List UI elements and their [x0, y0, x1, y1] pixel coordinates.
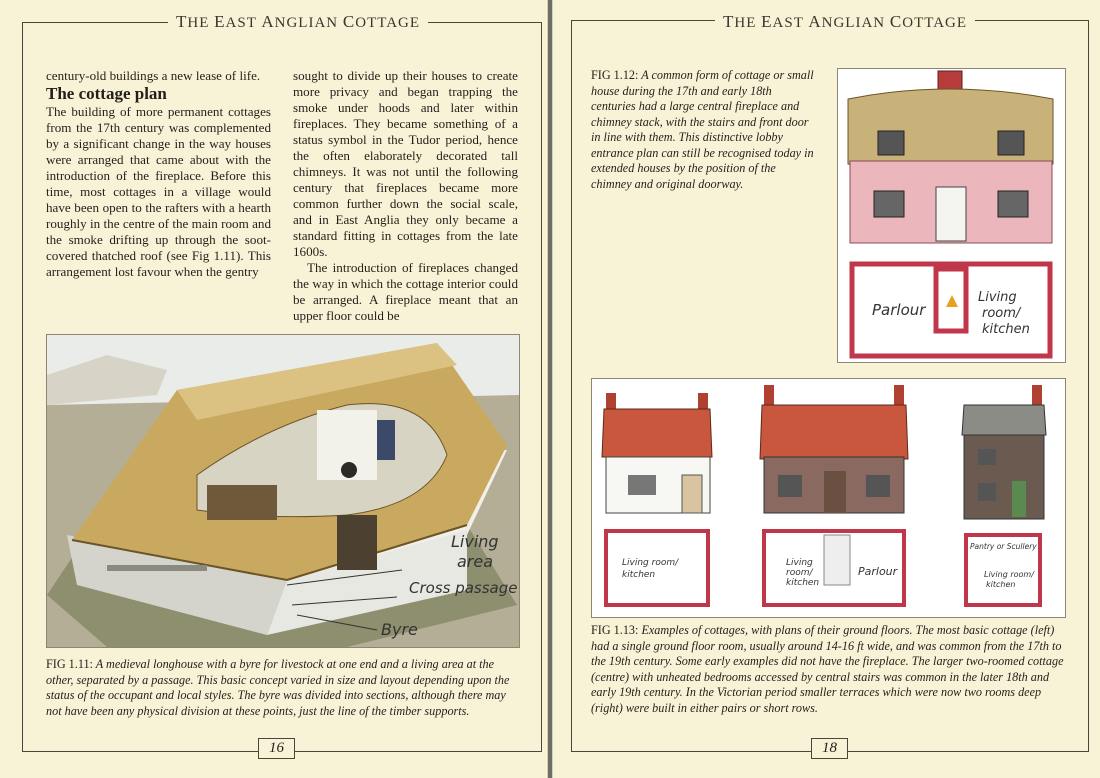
left-page — [0, 0, 548, 778]
page-number: 18 — [811, 738, 848, 759]
label-room: room/ — [982, 306, 1021, 321]
label-parlour: Parlour — [872, 301, 926, 319]
running-header: THE EAST ANGLIAN COTTAGE — [715, 12, 975, 32]
label-living: Living — [451, 532, 499, 551]
label-mid-room: room/ — [786, 568, 813, 578]
page-number: 16 — [258, 738, 295, 759]
paragraph-cottage-plan: The building of more permanent cottages from the 17th century was complemented by a significant change in the way houses were arranged that came about with the introduction of the fireplace. Before this time, most cottages in a village would have been open to the rafters with a hearth roughly in the centre of the main room and the smoke drifting up through the soot-covered thatched roof (see Fig 1.11). This arrangement lost favour when the gentry — [46, 104, 271, 279]
label-right-kitchen: kitchen — [986, 580, 1016, 589]
cottage-plans-drawing — [592, 379, 1065, 617]
label-kitchen: kitchen — [982, 322, 1030, 337]
lobby-entrance-cottage-illustration — [837, 68, 1066, 363]
label-left-kitchen: kitchen — [622, 570, 656, 580]
label-cross-passage: Cross passage — [409, 579, 518, 597]
label-mid-parlour: Parlour — [858, 565, 898, 578]
section-heading: The cottage plan — [46, 84, 167, 103]
label-left-living: Living room/ — [622, 558, 679, 568]
label-right-living: Living room/ — [984, 570, 1034, 579]
label-area: area — [457, 552, 494, 571]
right-page — [552, 0, 1100, 778]
label-living: Living — [978, 290, 1017, 305]
label-mid-kitchen: kitchen — [786, 578, 820, 588]
longhouse-illustration — [46, 334, 520, 648]
paragraph-continued: century-old buildings a new lease of life. — [46, 68, 261, 83]
running-header: THE EAST ANGLIAN COTTAGE — [168, 12, 428, 32]
label-byre: Byre — [381, 620, 418, 639]
label-right-pantry: Pantry or Scullery — [970, 542, 1037, 551]
lobby-cottage-drawing — [838, 69, 1065, 362]
label-mid-living: Living — [786, 558, 813, 568]
longhouse-drawing — [47, 335, 519, 647]
paragraph-fireplaces: The introduction of fireplaces changed the way in which the cottage interior could be arranged. A fireplace meant that an upper floor could be — [293, 260, 518, 323]
text-column-2 — [293, 68, 518, 324]
cottage-plans-illustration — [591, 378, 1066, 618]
fig-1-11-caption: FIG 1.11: A medieval longhouse with a byre for livestock at one end and a living area at the other, separated by a passage. This basic concept varied in size and layout depending upon the status of the occupant and local styles. The byre was divided into sections, although there may not have been any physical division at these points, just the line of the timber supports. — [46, 657, 510, 718]
fig-1-12-caption: FIG 1.12: A common form of cottage or small house during the 17th and early 18th centuries had a large central fireplace and chimney stack, with the stairs and front door in line with them. This distinctive lobby entrance plan can still be recognised today in extended houses by the position of the chimney and original doorway. — [591, 68, 814, 191]
paragraph-gentry: sought to divide up their houses to create more privacy and began trapping the smoke under hoods and later within fireplaces. They became something of a status symbol in the Tudor period, hence the often elaborately decorated tall chimneys. It was not until the following century that fireplaces became more common further down the social scale, and in East Anglia they only became a standard fitting in cottages from the late 1600s. — [293, 68, 518, 259]
text-column-1 — [46, 68, 271, 280]
fig-1-13-caption: FIG 1.13: Examples of cottages, with plans of their ground floors. The most basic cottage (left) had a single ground floor room, usually around 14-16 ft wide, and was common from the 17th to the 19th century. Some early examples did not have the fireplace. The larger two-roomed cottage (centre) with unheated bedrooms accessed by central stairs was common in the later 18th and early 19th century. In the Victorian period smaller terraces which were now two rooms deep (right) were built in either pairs or short rows. — [591, 623, 1064, 715]
